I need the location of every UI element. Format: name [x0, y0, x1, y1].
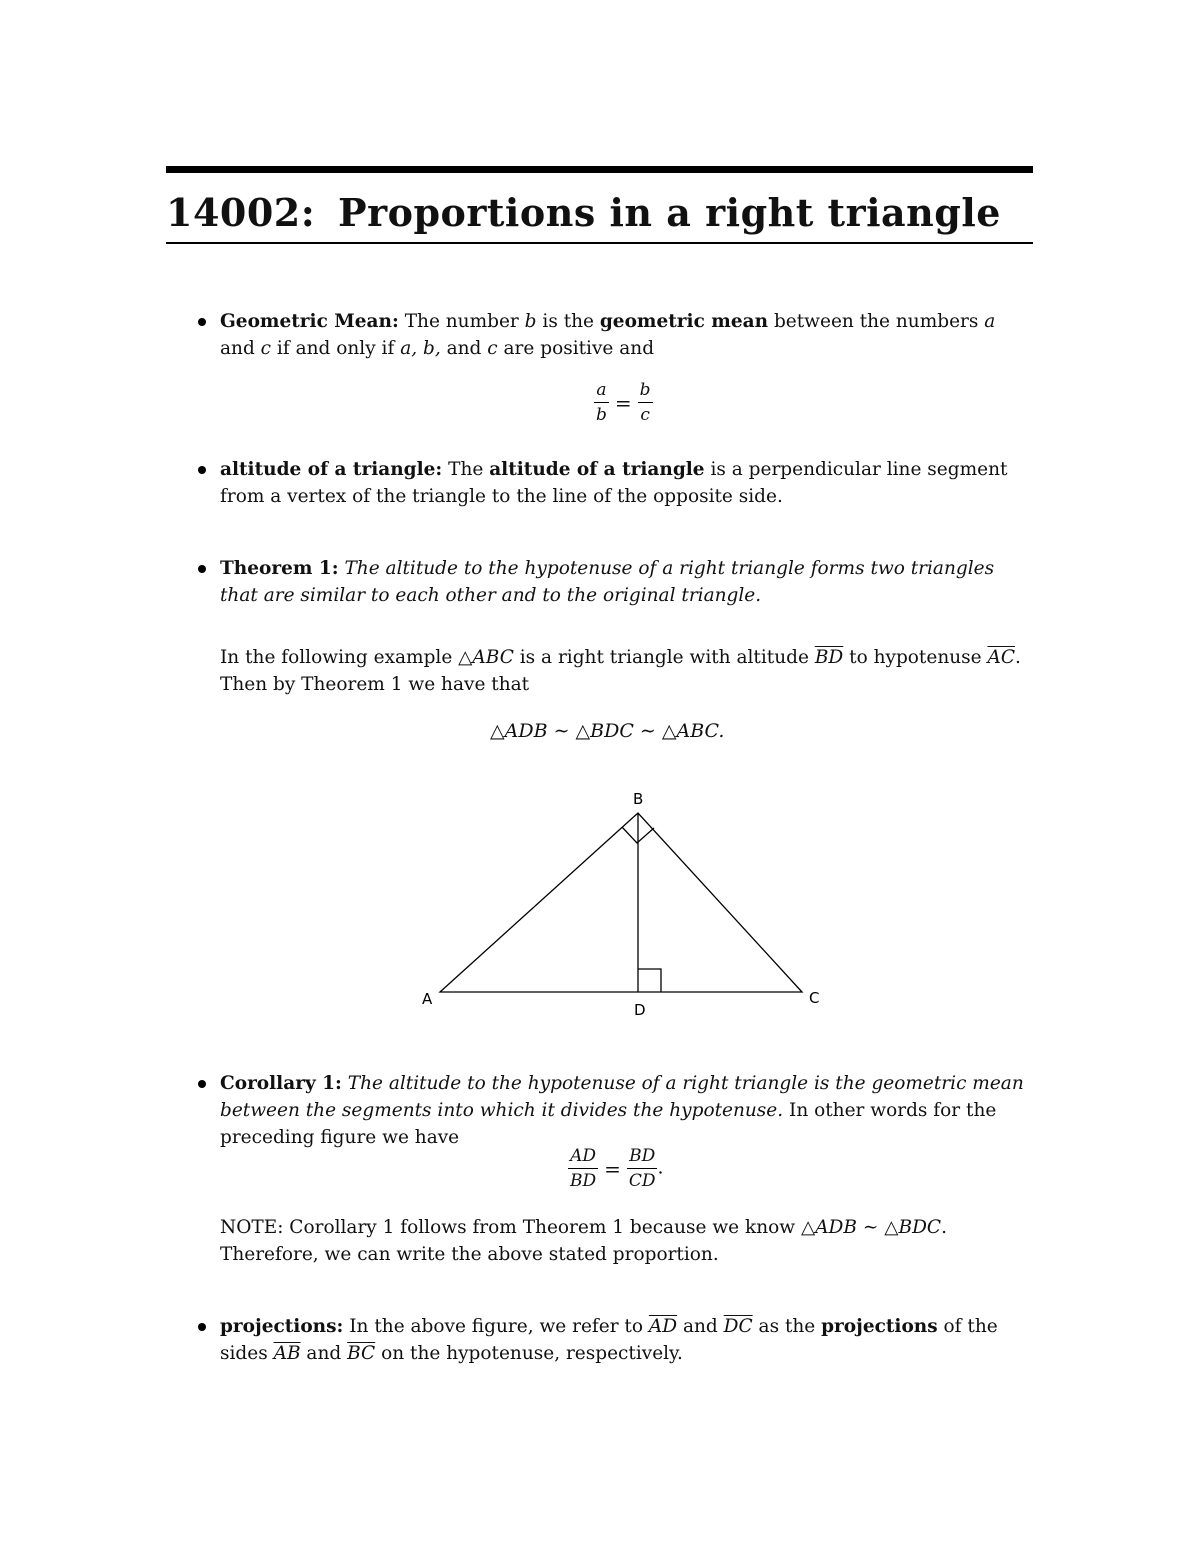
- text-run: are positive and: [497, 338, 655, 359]
- bold-term: geometric mean: [599, 311, 769, 332]
- text-run: The: [442, 459, 490, 480]
- text-run: between the numbers: [768, 311, 985, 332]
- fraction: [594, 380, 609, 425]
- text-run: if and only if: [271, 338, 401, 359]
- period: .: [657, 1156, 664, 1179]
- similarity-equation: △ADB ∼ △BDC ∼ △ABC.: [490, 720, 725, 742]
- section-number: 14002:: [166, 190, 316, 235]
- fraction: [638, 380, 653, 425]
- text-run: to hypotenuse: [843, 647, 988, 668]
- text-run: of the sides: [220, 1316, 998, 1364]
- geometric-mean-item: [198, 308, 1034, 362]
- text-run: In other words for the preceding figure we have: [220, 1100, 997, 1148]
- text-run: Then by Theorem 1 we have that: [220, 674, 530, 695]
- math-var: c: [260, 338, 272, 359]
- segment: $\overline{BD}$: [814, 647, 844, 668]
- example-paragraph: [220, 644, 1034, 698]
- math-var: c: [487, 338, 498, 359]
- triangle-figure: [400, 780, 840, 1030]
- fraction: [627, 1146, 658, 1191]
- title-rule-bottom: [166, 242, 1033, 244]
- text-run: and: [220, 338, 261, 359]
- text-run: and: [440, 338, 488, 359]
- segment: $\overline{AD}$: [648, 1316, 678, 1337]
- theorem-statement: The altitude to the hypotenuse of a right triangle forms two triangles that are similar to each other and to the original triangle.: [220, 558, 995, 606]
- label-a: A: [422, 990, 433, 1008]
- denominator: b: [596, 405, 607, 425]
- projections-item: [198, 1313, 1034, 1367]
- segment: $\overline{AB}$: [273, 1343, 301, 1364]
- label-c: C: [809, 989, 820, 1007]
- text-run: In the following example: [220, 647, 459, 668]
- denominator: BD: [570, 1171, 597, 1191]
- segment: $\overline{AC}$: [987, 647, 1015, 668]
- page-title: [166, 190, 1001, 235]
- text-run: is the: [536, 311, 600, 332]
- text-run: The number: [404, 311, 525, 332]
- right-angle-marker-d: [638, 969, 661, 992]
- projections-text: [220, 1313, 1034, 1367]
- text-run: is a perpendicular line segment from a vertex of the triangle to the line of the opposite side.: [220, 459, 1008, 507]
- text-run: In the above figure, we refer to: [343, 1316, 649, 1337]
- triangle-abc: [440, 813, 802, 992]
- note-paragraph: [220, 1214, 1034, 1268]
- text-run: .: [1014, 647, 1021, 668]
- equals-sign: =: [604, 1156, 621, 1181]
- term-label: projections:: [220, 1316, 344, 1337]
- theorem-text: [220, 555, 1034, 609]
- theorem-item: [198, 555, 1034, 609]
- altitude-text: [220, 456, 1034, 510]
- bold-term: altitude of a triangle: [489, 459, 705, 480]
- text-run: on the hypotenuse, respectively.: [375, 1343, 683, 1364]
- section-title: Proportions in a right triangle: [338, 190, 1001, 235]
- text-run: and: [677, 1316, 724, 1337]
- denominator: c: [640, 405, 650, 425]
- text-run: . Therefore, we can write the above stated proportion.: [220, 1217, 947, 1265]
- term-label: Geometric Mean:: [220, 311, 399, 332]
- numerator: AD: [568, 1146, 598, 1169]
- altitude-item: [198, 456, 1034, 510]
- math-expression: △ADB ∼ △BDC: [800, 1217, 942, 1238]
- math-var: a: [984, 311, 996, 332]
- text-run: NOTE: Corollary 1 follows from Theorem 1 because we know: [220, 1217, 801, 1238]
- numerator: b: [638, 380, 653, 403]
- segment: $\overline{DC}$: [723, 1316, 753, 1337]
- term-label: Theorem 1:: [220, 558, 339, 579]
- math-var: b: [524, 311, 537, 332]
- denominator: CD: [628, 1171, 656, 1191]
- bullet-icon: [198, 1323, 206, 1331]
- bullet-icon: [198, 466, 206, 474]
- bold-term: projections: [821, 1316, 938, 1337]
- text-run: is a right triangle with altitude: [513, 647, 815, 668]
- corollary-statement: The altitude to the hypotenuse of a right triangle is the geometric mean between the segments into which it divides the hypotenuse.: [220, 1073, 1024, 1121]
- label-b: B: [633, 790, 644, 808]
- equals-sign: =: [614, 390, 632, 415]
- term-label: altitude of a triangle:: [220, 459, 443, 480]
- corollary-item: [198, 1070, 1034, 1151]
- bullet-icon: [198, 1080, 206, 1088]
- title-rule-top: [166, 166, 1033, 173]
- term-label: Corollary 1:: [220, 1073, 342, 1094]
- numerator: BD: [627, 1146, 657, 1169]
- segment: $\overline{BC}$: [347, 1343, 376, 1364]
- math-expression: △ABC: [458, 647, 514, 668]
- geometric-mean-equation: [594, 380, 653, 425]
- fraction: [568, 1146, 598, 1191]
- geometric-mean-text: [220, 308, 1034, 362]
- bullet-icon: [198, 565, 206, 573]
- corollary-text: [220, 1070, 1034, 1151]
- text-run: as the: [752, 1316, 822, 1337]
- corollary-equation: [568, 1146, 664, 1191]
- numerator: a: [594, 380, 608, 403]
- text-run: and: [300, 1343, 348, 1364]
- math-var: a, b,: [400, 338, 441, 359]
- bullet-icon: [198, 318, 206, 326]
- label-d: D: [634, 1001, 646, 1019]
